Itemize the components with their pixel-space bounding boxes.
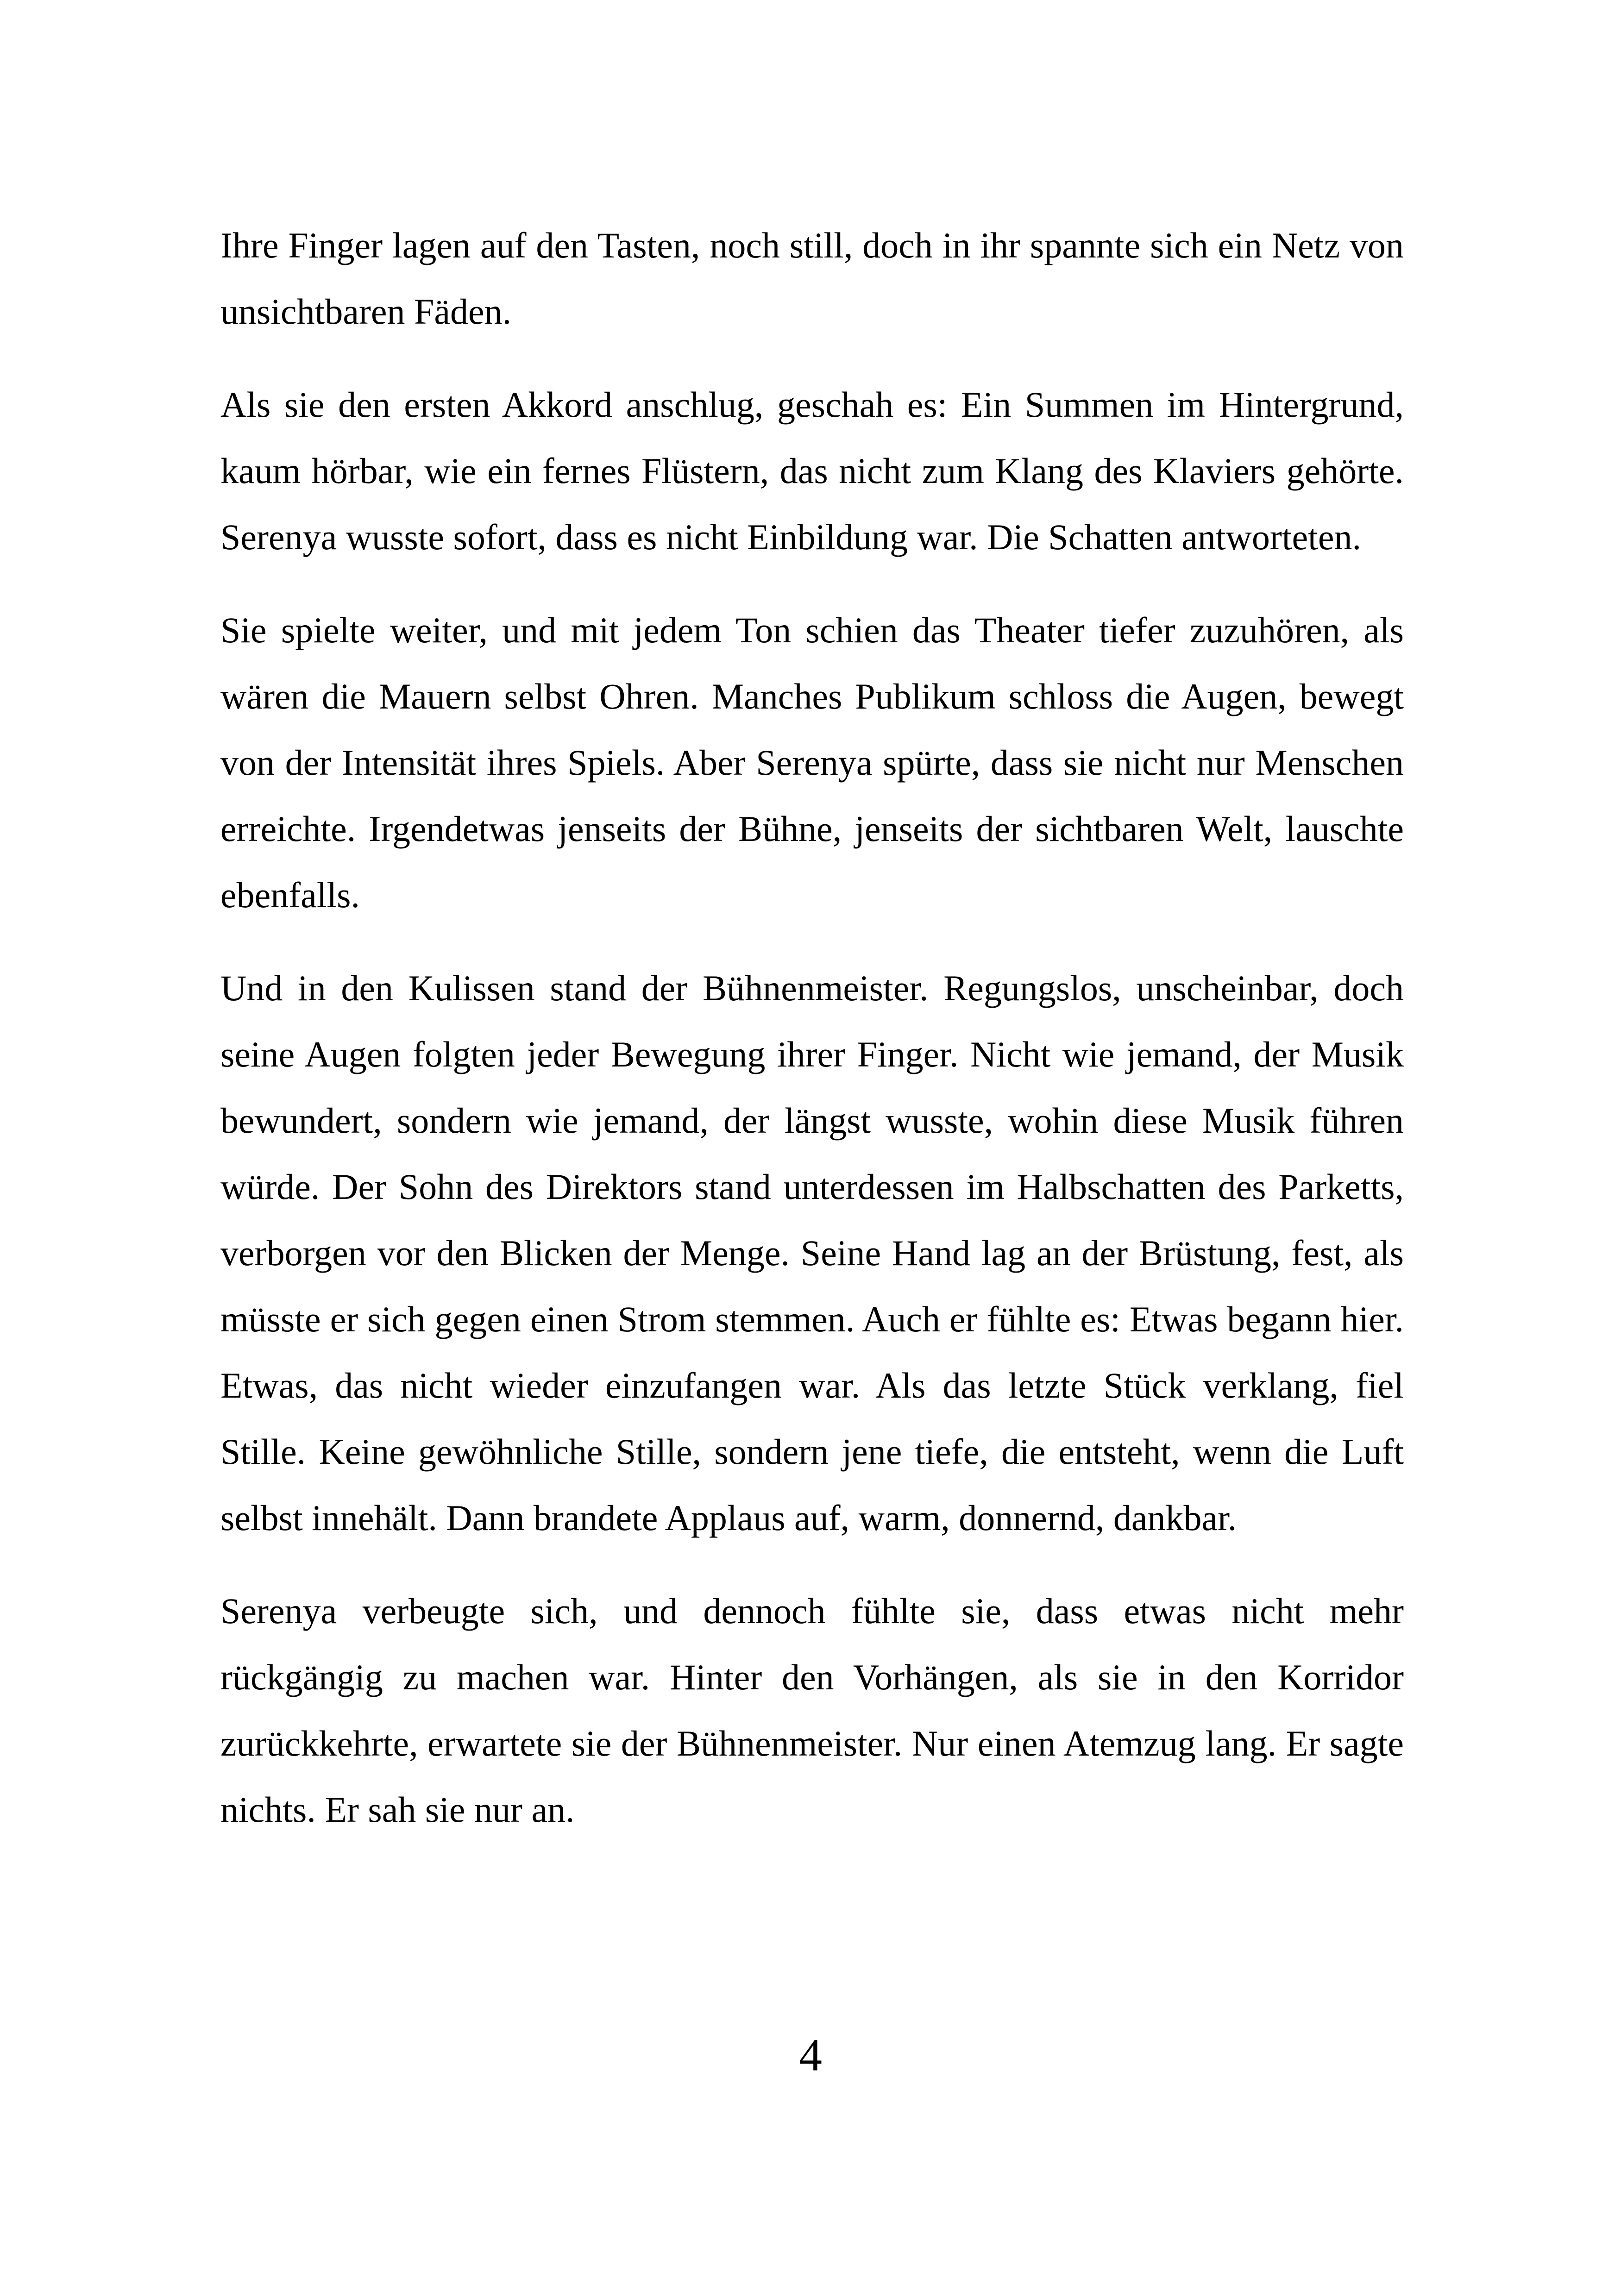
body-text bbox=[220, 212, 1404, 1869]
page-number: 4 bbox=[799, 2029, 822, 2081]
paragraph-3: Sie spielte weiter, und mit jedem Ton schien das Theater tiefer zuzuhören, als wären die Mauern selbst Ohren. Manches Publikum schloss die Augen, bewegt von der Intensität ihres Spiels. Aber Serenya spürte, dass sie nicht nur Menschen erreichte. Irgendetwas jenseits der Bühne, jenseits der sichtbaren Welt, lauschte ebenfalls. bbox=[220, 610, 1404, 915]
paragraph-1: Ihre Finger lagen auf den Tasten, noch still, doch in ihr spannte sich ein Netz von unsichtbaren Fäden. bbox=[220, 225, 1404, 332]
paragraph-5: Serenya verbeugte sich, und dennoch fühlte sie, dass etwas nicht mehr rückgängig zu machen war. Hinter den Vorhängen, als sie in den Korridor zurückkehrte, erwartete sie der Bühnenmeister. Nur einen Atemzug lang. Er sagte nichts. Er sah sie nur an. bbox=[220, 1591, 1404, 1830]
paragraph-2: Als sie den ersten Akkord anschlug, geschah es: Ein Summen im Hintergrund, kaum hörbar, wie ein fernes Flüstern, das nicht zum Klang des Klaviers gehörte. Serenya wusste sofort, dass es nicht Einbildung war. Die Schatten antworteten. bbox=[220, 384, 1404, 557]
paragraph-4: Und in den Kulissen stand der Bühnenmeister. Regungslos, unscheinbar, doch seine Augen folgten jeder Bewegung ihrer Finger. Nicht wie jemand, der Musik bewundert, sondern wie jemand, der längst wusste, wohin diese Musik führen würde. Der Sohn des Direktors stand unterdessen im Halbschatten des Parketts, verborgen vor den Blicken der Menge. Seine Hand lag an der Brüstung, fest, als müsste er sich gegen einen Strom stemmen. Auch er fühlte es: Etwas begann hier. Etwas, das nicht wieder einzufangen war. Als das letzte Stück verklang, fiel Stille. Keine gewöhnliche Stille, sondern jene tiefe, die entsteht, wenn die Luft selbst innehält. Dann brandete Applaus auf, warm, donnernd, dankbar. bbox=[220, 968, 1404, 1538]
